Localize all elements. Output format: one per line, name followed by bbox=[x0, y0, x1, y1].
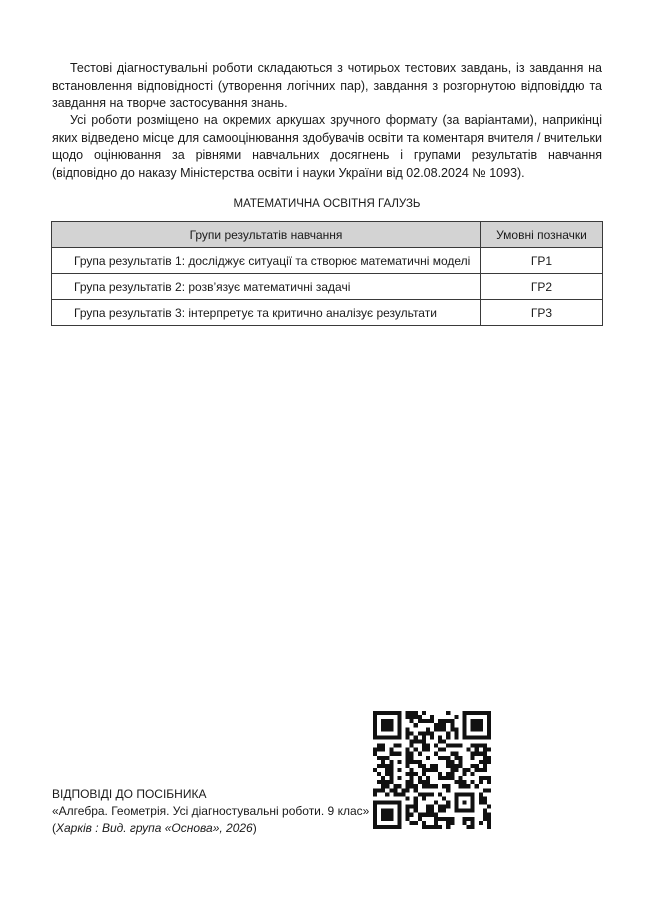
qr-code-icon[interactable] bbox=[373, 711, 491, 829]
publisher-paren-open: ( bbox=[52, 821, 56, 835]
table-header-row bbox=[52, 222, 603, 248]
row-group-3: Група результатів 3: інтерпретує та критично аналізує результати bbox=[52, 300, 481, 326]
footer-publisher-line bbox=[52, 820, 369, 837]
table-row bbox=[52, 300, 603, 326]
footer-heading: ВІДПОВІДІ ДО ПОСІБНИКА bbox=[52, 787, 207, 801]
footer-book-title: «Алгебра. Геометрія. Усі діагностувальні роботи. 9 клас» bbox=[52, 804, 370, 818]
section-title: МАТЕМАТИЧНА ОСВІТНЯ ГАЛУЗЬ bbox=[233, 198, 421, 210]
intro-paragraph-2: Усі роботи розміщено на окремих аркушах зручного формату (за варіантами), наприкінці яких відведено місце для самооцінювання здобувачів освіти та коментаря вчителя / вчительки щодо оцінювання за рівнями навчальних досягнень і групами результатів навчання (відповідно до наказу Міністерства освіти і науки України від 02.08.2024 № 1093). bbox=[52, 113, 602, 180]
row-code-1: ГР1 bbox=[481, 248, 603, 274]
header-codes: Умовні позначки bbox=[481, 222, 603, 248]
table-row bbox=[52, 248, 603, 274]
footer-publisher: Харків : Вид. група «Основа», 2026 bbox=[56, 821, 253, 835]
row-group-2: Група результатів 2: розв’язує математичні задачі bbox=[52, 274, 481, 300]
header-groups: Групи результатів навчання bbox=[52, 222, 481, 248]
intro-paragraph-1: Тестові діагностувальні роботи складаються з чотирьох тестових завдань, із завдання на встановлення відповідності (утворення логічних пар), завдання з розгорнутою відповіддю та завдання на творче застосування знань. bbox=[52, 61, 602, 110]
row-code-2: ГР2 bbox=[481, 274, 603, 300]
row-group-1: Група результатів 1: досліджує ситуації та створює математичні моделі bbox=[52, 248, 481, 274]
row-code-3: ГР3 bbox=[481, 300, 603, 326]
results-table bbox=[51, 221, 603, 326]
table-row bbox=[52, 274, 603, 300]
publisher-paren-close: ) bbox=[252, 821, 257, 835]
answers-footer bbox=[52, 786, 369, 837]
